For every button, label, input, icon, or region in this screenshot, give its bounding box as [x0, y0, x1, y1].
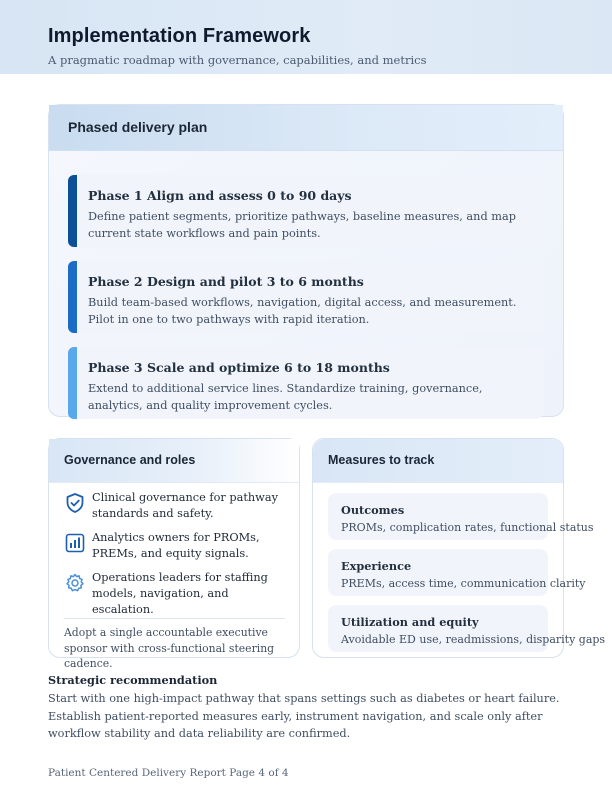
measure-title: Outcomes	[341, 503, 405, 517]
measure-description: PROMs, complication rates, functional status	[341, 521, 594, 534]
phase-description: Build team-based workflows, navigation, digital access, and measurement. Pilot in one to two pathways with rapid iteration.	[88, 296, 517, 326]
bar-chart-icon	[64, 532, 86, 554]
phase-accent-bar	[68, 175, 77, 247]
phase-item-1	[68, 175, 544, 247]
page-footer: Patient Centered Delivery Report Page 4 of 4	[48, 767, 289, 779]
recommendation-title: Strategic recommendation	[48, 673, 218, 687]
measure-item-utilization	[328, 605, 606, 652]
measure-description: Avoidable ED use, readmissions, disparity gaps	[341, 633, 606, 646]
measure-title: Utilization and equity	[341, 615, 479, 629]
phase-item-2	[68, 261, 544, 333]
measures-heading: Measures to track	[313, 439, 563, 483]
phase-title: Phase 3 Scale and optimize 6 to 18 months	[88, 360, 390, 375]
phased-delivery-heading: Phased delivery plan	[49, 105, 563, 151]
page-subtitle: A pragmatic roadmap with governance, capabilities, and metrics	[48, 53, 427, 67]
phase-title: Phase 2 Design and pilot 3 to 6 months	[88, 274, 364, 289]
gear-icon	[64, 572, 86, 594]
recommendation-body: Start with one high-impact pathway that spans settings such as diabetes or heart failure. Establish patient-reported measures early, instrument navigation, and scale only after workflow stability and data reliability are confirmed.	[48, 692, 560, 740]
page-title: Implementation Framework	[48, 25, 311, 47]
measure-description: PREMs, access time, communication clarity	[341, 577, 586, 590]
governance-item-text: Clinical governance for pathway standards and safety.	[92, 491, 278, 520]
measures-card	[312, 438, 606, 658]
divider	[64, 618, 285, 619]
measure-item-experience	[328, 549, 586, 596]
phase-title: Phase 1 Align and assess 0 to 90 days	[88, 188, 352, 203]
measure-item-outcomes	[328, 493, 594, 540]
phase-description: Define patient segments, prioritize pathways, baseline measures, and map current state workflows and pain points.	[88, 210, 516, 240]
phase-item-3	[68, 347, 544, 419]
phased-delivery-card	[48, 104, 564, 417]
governance-item-text: Analytics owners for PROMs, PREMs, and equity signals.	[92, 531, 260, 560]
measure-title: Experience	[341, 559, 412, 573]
shield-check-icon	[64, 492, 86, 514]
governance-heading: Governance and roles	[49, 439, 299, 483]
phase-accent-bar	[68, 261, 77, 333]
governance-card	[48, 438, 300, 670]
governance-note: Adopt a single accountable executive sponsor with cross-functional steering cadence.	[64, 626, 275, 670]
phase-description: Extend to additional service lines. Standardize training, governance, analytics, and quality improvement cycles.	[88, 382, 483, 412]
phase-accent-bar	[68, 347, 77, 419]
governance-item-text: Operations leaders for staffing models, navigation, and escalation.	[92, 571, 268, 616]
